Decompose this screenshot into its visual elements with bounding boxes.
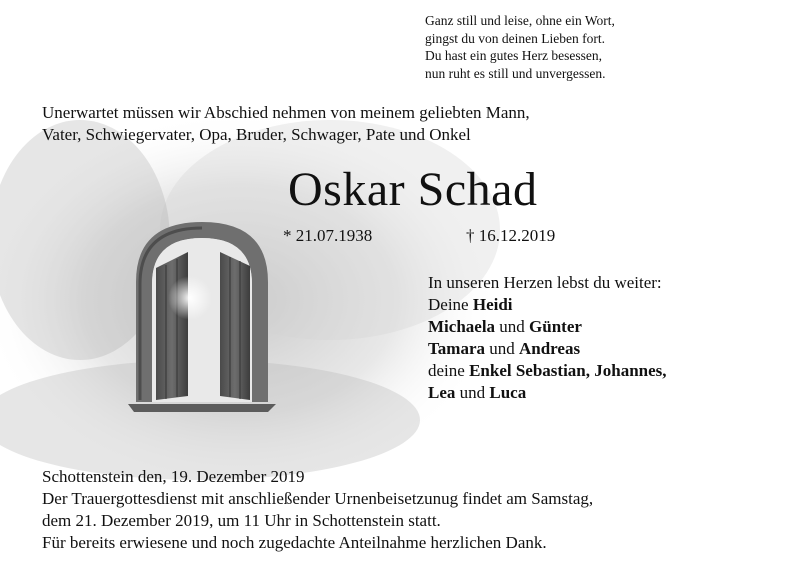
closing-text bbox=[42, 466, 593, 554]
poem bbox=[425, 12, 615, 82]
place-date: Schottenstein den, 19. Dezember 2019 bbox=[42, 467, 305, 486]
family-text: deine bbox=[428, 361, 470, 380]
family-text: Deine bbox=[428, 295, 473, 314]
family-name: Michaela bbox=[428, 317, 496, 336]
family-text: und bbox=[485, 339, 519, 358]
family-text: und bbox=[495, 317, 530, 336]
family-line bbox=[428, 338, 667, 360]
family-heading: In unseren Herzen lebst du weiter: bbox=[428, 273, 662, 292]
family-line bbox=[428, 382, 667, 404]
family-name: Luca bbox=[489, 383, 527, 402]
poem-line: Du hast ein gutes Herz besessen, bbox=[425, 48, 602, 63]
family-name: Andreas bbox=[519, 339, 581, 358]
family-line bbox=[428, 294, 667, 316]
closing-line: dem 21. Dezember 2019, um 11 Uhr in Schottenstein statt. bbox=[42, 511, 441, 530]
family-name: Lea bbox=[428, 383, 456, 402]
family-line bbox=[428, 316, 667, 338]
death-date: † 16.12.2019 bbox=[466, 226, 556, 245]
poem-line: nun ruht es still und unvergessen. bbox=[425, 65, 606, 81]
intro-text bbox=[42, 102, 530, 146]
poem-line: Ganz still und leise, ohne ein Wort, bbox=[425, 13, 615, 28]
family-name: Günter bbox=[529, 317, 582, 336]
family-text: und bbox=[455, 383, 490, 402]
poem-line: gingst du von deinen Lieben fort. bbox=[425, 30, 605, 46]
closing-line: Der Trauergottesdienst mit anschließender Urnenbeisetzunug findet am Samstag, bbox=[42, 489, 594, 508]
birth-date: * 21.07.1938 bbox=[283, 226, 373, 245]
family-name: Heidi bbox=[472, 295, 513, 314]
family-line bbox=[428, 360, 667, 382]
intro-line: Unerwartet müssen wir Abschied nehmen von meinem geliebten Mann, bbox=[42, 103, 530, 122]
family-name: Enkel Sebastian, Johannes, bbox=[469, 361, 667, 380]
closing-line: Für bereits erwiesene und noch zugedachte Anteilnahme herzlichen Dank. bbox=[42, 533, 547, 552]
intro-line: Vater, Schwiegervater, Opa, Bruder, Schwager, Pate und Onkel bbox=[42, 125, 471, 144]
deceased-name: Oskar Schad bbox=[288, 163, 538, 216]
family-list bbox=[428, 272, 667, 404]
family-name: Tamara bbox=[428, 339, 485, 358]
